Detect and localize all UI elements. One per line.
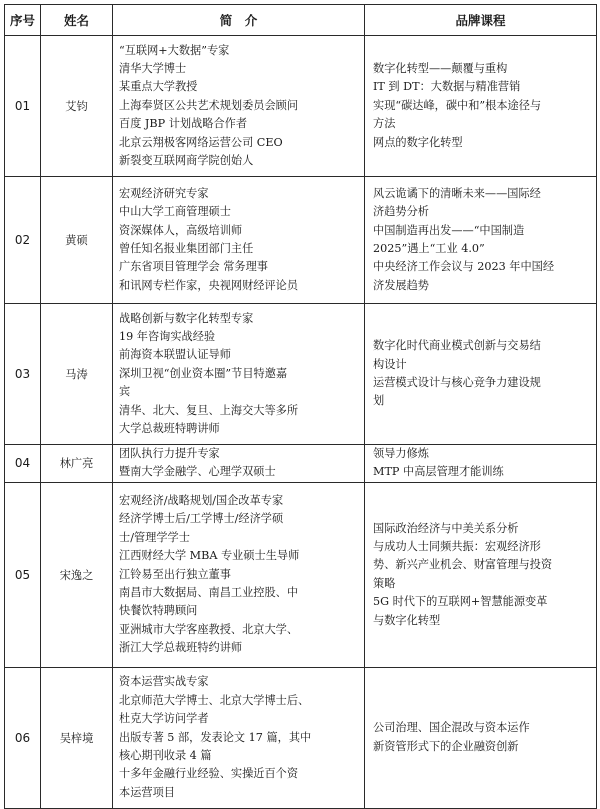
course-line: 方法 xyxy=(373,117,396,131)
course-line: 2025”遇上“工业 4.0” xyxy=(373,242,485,255)
intro-line: 十多年金融行业经验、实操近百个资 xyxy=(119,767,299,781)
intro-line: 资深媒体人，高级培训师 xyxy=(119,223,243,237)
table-row xyxy=(5,36,597,177)
expert-table xyxy=(4,4,597,809)
course-line: IT 到 DT：大数据与精准营销 xyxy=(373,80,521,94)
intro-line: 某重点大学教授 xyxy=(119,80,198,94)
intro-line: 19 年咨询实战经验 xyxy=(119,329,216,343)
course-line: 新资管形式下的企业融资创新 xyxy=(373,739,519,753)
intro-line: 曾任知名报业集团部门主任 xyxy=(119,242,254,255)
course-line: 国际政治经济与中美关系分析 xyxy=(373,521,519,535)
intro-line: 广东省项目管理学会 常务理事 xyxy=(119,260,268,274)
course-line: 中国制造再出发——“中国制造 xyxy=(373,223,525,237)
expert-intro xyxy=(113,445,365,483)
intro-line: 团队执行力提升专家 xyxy=(119,447,220,460)
intro-line: 宾 xyxy=(119,385,131,399)
course-line: 网点的数字化转型 xyxy=(373,135,463,149)
course-line: 构设计 xyxy=(373,357,407,371)
header-row xyxy=(5,5,597,36)
expert-name: 吴梓境 xyxy=(41,667,113,808)
intro-line: 江西财经大学 MBA 专业硕士生导师 xyxy=(119,549,300,563)
course-line: 势、新兴产业机会、财富管理与投资 xyxy=(373,558,553,572)
course-line: 划 xyxy=(373,394,385,408)
row-number: 05 xyxy=(5,482,41,667)
intro-line: 杜克大学访问学者 xyxy=(119,712,209,726)
course-line: 济发展趋势 xyxy=(373,278,429,292)
intro-line: 北京云翔极客网络运营公司 CEO xyxy=(119,135,283,149)
course-line: 风云诡谲下的清晰未来——国际经 xyxy=(373,186,541,200)
intro-line: 清华大学博士 xyxy=(119,61,187,75)
table-row xyxy=(5,177,597,304)
course-line: 5G 时代下的互联网+智慧能源变革 xyxy=(373,595,548,609)
brand-courses xyxy=(365,482,597,667)
expert-name: 黄硕 xyxy=(41,177,113,304)
brand-courses xyxy=(365,177,597,304)
intro-line: 百度 JBP 计划战略合作者 xyxy=(119,117,248,131)
intro-line: 宏观经济研究专家 xyxy=(119,186,209,200)
intro-line: 南昌市大数据局、南昌工业控股、中 xyxy=(119,586,299,600)
intro-line: 核心期刊收录 4 篇 xyxy=(119,749,212,763)
header-no: 序号 xyxy=(5,5,41,36)
brand-courses xyxy=(365,304,597,445)
expert-intro xyxy=(113,177,365,304)
course-line: 实现“碳达峰，碳中和”根本途径与 xyxy=(373,98,542,112)
course-line: MTP 中高层管理才能训练 xyxy=(373,465,504,479)
header-intro: 简 介 xyxy=(113,5,365,36)
intro-line: 江铃易至出行独立董事 xyxy=(119,567,231,581)
expert-intro xyxy=(113,36,365,177)
intro-line: 清华、北大、复旦、上海交大等多所 xyxy=(119,403,299,417)
intro-line: “互联网+大数据”专家 xyxy=(119,43,230,57)
expert-intro xyxy=(113,667,365,808)
intro-line: 暨南大学金融学、心理学双硕士 xyxy=(119,465,276,479)
row-number: 01 xyxy=(5,36,41,177)
brand-courses xyxy=(365,445,597,483)
course-line: 领导力修炼 xyxy=(373,447,429,460)
row-number: 04 xyxy=(5,445,41,483)
brand-courses xyxy=(365,36,597,177)
intro-line: 战略创新与数字化转型专家 xyxy=(119,311,254,325)
intro-line: 北京师范大学博士、北京大学博士后、 xyxy=(119,693,310,707)
intro-line: 宏观经济/战略规划/国企改革专家 xyxy=(119,493,284,507)
course-line: 策略 xyxy=(373,576,396,590)
intro-line: 大学总裁班特聘讲师 xyxy=(119,422,220,436)
intro-line: 和讯网专栏作家，央视网财经评论员 xyxy=(119,278,299,292)
expert-name: 艾钧 xyxy=(41,36,113,177)
intro-line: 士/管理学学士 xyxy=(119,530,190,544)
expert-name: 林广亮 xyxy=(41,445,113,483)
table-row xyxy=(5,304,597,445)
row-number: 03 xyxy=(5,304,41,445)
intro-line: 快餐饮特聘顾问 xyxy=(119,604,198,618)
intro-line: 出版专著 5 部，发表论文 17 篇，其中 xyxy=(119,730,312,744)
expert-intro xyxy=(113,482,365,667)
course-line: 数字化转型——颠覆与重构 xyxy=(373,61,508,75)
expert-name: 马涛 xyxy=(41,304,113,445)
intro-line: 亚洲城市大学客座教授、北京大学、 xyxy=(119,622,299,636)
intro-line: 新裂变互联网商学院创始人 xyxy=(119,154,254,168)
row-number: 02 xyxy=(5,177,41,304)
table-row xyxy=(5,482,597,667)
intro-line: 资本运营实战专家 xyxy=(119,675,209,689)
header-name: 姓名 xyxy=(41,5,113,36)
intro-line: 浙江大学总裁班特约讲师 xyxy=(119,641,243,655)
row-number: 06 xyxy=(5,667,41,808)
intro-line: 经济学博士后/工学博士/经济学硕 xyxy=(119,512,284,526)
course-line: 数字化时代商业模式创新与交易结 xyxy=(373,339,541,353)
intro-line: 前海资本联盟认证导师 xyxy=(119,348,231,362)
course-line: 与成功人士同频共振：宏观经济形 xyxy=(373,540,541,553)
intro-line: 深圳卫视“创业资本圈”节目特邀嘉 xyxy=(119,366,288,380)
table-row xyxy=(5,445,597,483)
course-line: 与数字化转型 xyxy=(373,613,441,627)
course-line: 公司治理、国企混改与资本运作 xyxy=(373,721,530,735)
intro-line: 本运营项目 xyxy=(119,785,175,799)
course-line: 中央经济工作会议与 2023 年中国经 xyxy=(373,260,555,274)
intro-line: 上海奉贤区公共艺术规划委员会顾问 xyxy=(119,98,299,112)
expert-name: 宋逸之 xyxy=(41,482,113,667)
table-row xyxy=(5,667,597,808)
intro-line: 中山大学工商管理硕士 xyxy=(119,205,231,219)
course-line: 济趋势分析 xyxy=(373,205,429,219)
brand-courses xyxy=(365,667,597,808)
expert-intro xyxy=(113,304,365,445)
course-line: 运营模式设计与核心竞争力建设规 xyxy=(373,376,541,389)
header-course: 品牌课程 xyxy=(365,5,597,36)
